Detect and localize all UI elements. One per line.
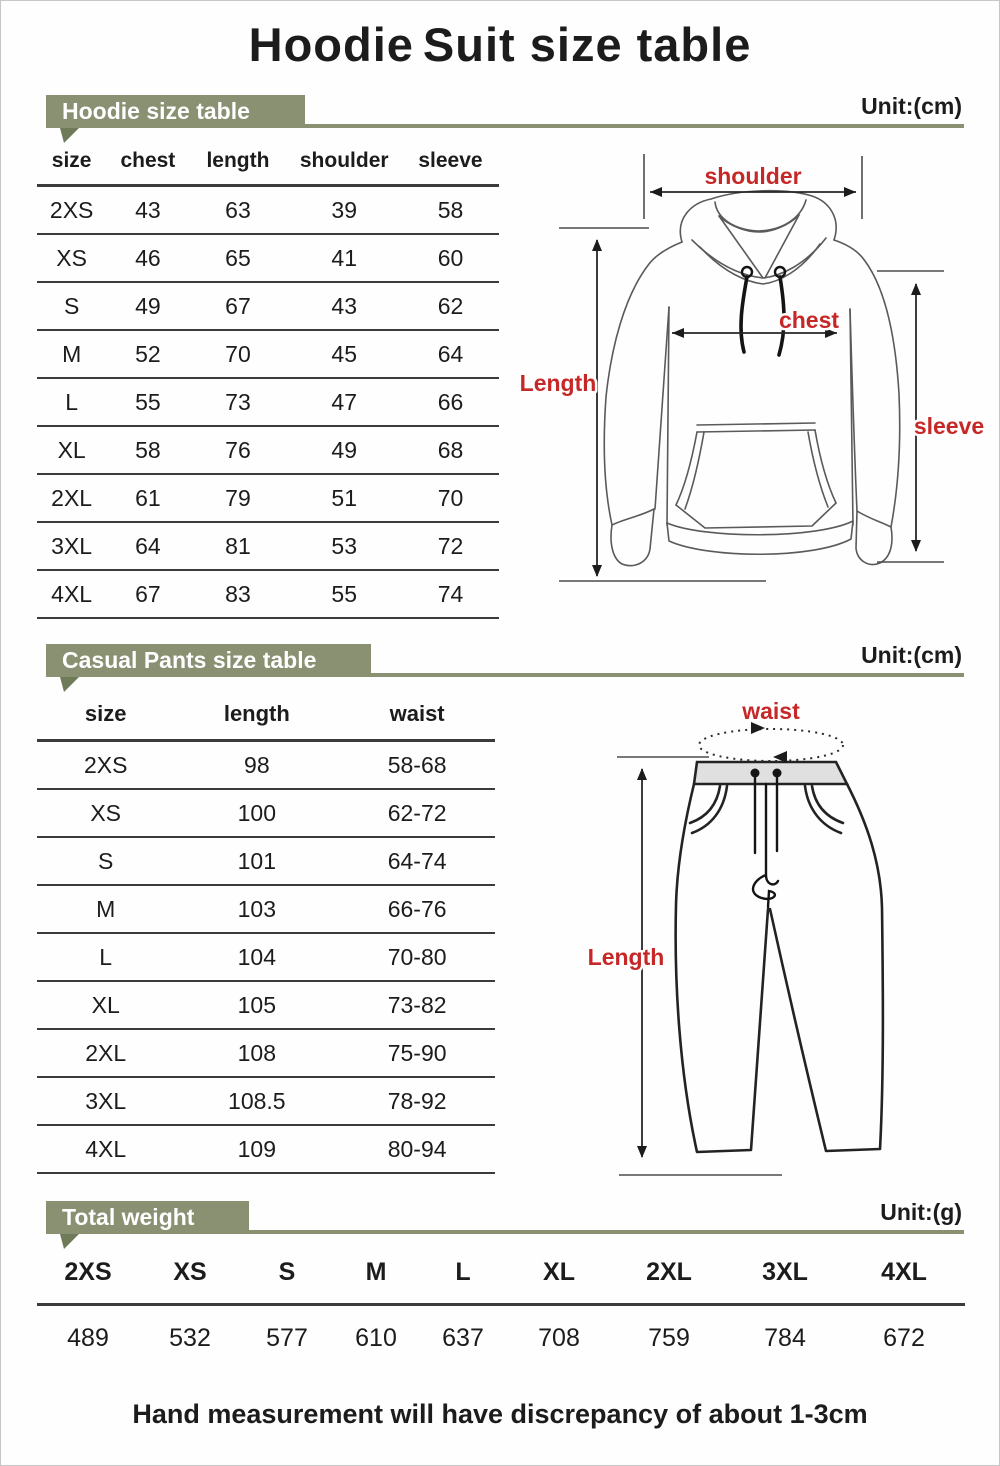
size-cell: 3XL	[37, 1077, 174, 1125]
cell: 100	[174, 789, 339, 837]
cell: 47	[286, 378, 402, 426]
pants-table-header-row	[37, 695, 495, 741]
size-cell: XS	[37, 234, 106, 282]
cell: 43	[286, 282, 402, 330]
cell: 49	[106, 282, 189, 330]
cell: 104	[174, 933, 339, 981]
waist-ellipse	[699, 729, 843, 761]
weight-col-header: 3XL	[727, 1254, 843, 1305]
table-row	[37, 789, 495, 837]
body-sides	[667, 307, 853, 525]
cell: 73-82	[339, 981, 495, 1029]
total-weight-table	[37, 1254, 965, 1353]
arrowhead	[637, 768, 647, 780]
weight-col-header: 2XL	[611, 1254, 727, 1305]
pants-col-header: size	[37, 695, 174, 741]
hoodie-col-header: size	[37, 143, 106, 186]
pants-section-tab: Casual Pants size table	[46, 644, 371, 677]
table-row	[37, 330, 499, 378]
right-pocket	[805, 786, 843, 833]
cell: 58-68	[339, 741, 495, 790]
measurement-disclaimer: Hand measurement will have discrepancy of about 1-3cm	[132, 1399, 868, 1429]
cell: 58	[402, 186, 499, 235]
cell: 101	[174, 837, 339, 885]
right-sleeve-outer	[834, 240, 900, 527]
weight-cell: 577	[266, 1324, 308, 1352]
pocket-right-edge	[808, 430, 836, 507]
cell: 62	[402, 282, 499, 330]
center-drawstring	[753, 784, 778, 907]
size-cell: S	[37, 282, 106, 330]
size-cell: 4XL	[37, 570, 106, 618]
cell: 80-94	[339, 1125, 495, 1173]
hoodie-tab-tail	[60, 128, 79, 143]
cell: 73	[189, 378, 286, 426]
size-cell: M	[37, 885, 174, 933]
size-cell: XL	[37, 426, 106, 474]
arrowhead	[911, 283, 921, 295]
size-cell: 4XL	[37, 1125, 174, 1173]
pants-outline	[676, 784, 883, 1152]
left-drawcord	[741, 277, 747, 352]
cell: 74	[402, 570, 499, 618]
cell: 62-72	[339, 789, 495, 837]
page-title-part2: Suit size table	[422, 18, 752, 71]
left-eyelet	[751, 769, 760, 778]
table-row	[37, 474, 499, 522]
pants-size-table	[37, 695, 495, 1174]
size-cell: XL	[37, 981, 174, 1029]
size-cell: S	[37, 837, 174, 885]
cell: 46	[106, 234, 189, 282]
weight-tab-tail	[60, 1234, 79, 1249]
cell: 109	[174, 1125, 339, 1173]
cell: 55	[106, 378, 189, 426]
size-cell: L	[37, 933, 174, 981]
chest-label: chest	[778, 307, 840, 333]
arrowhead	[911, 540, 921, 552]
table-row	[37, 234, 499, 282]
length-label: Length	[519, 370, 597, 396]
weight-section-tab: Total weight	[46, 1201, 249, 1234]
table-row	[37, 1077, 495, 1125]
cell: 55	[286, 570, 402, 618]
weight-cell: 532	[169, 1324, 211, 1352]
cell: 58	[106, 426, 189, 474]
weight-cell: 759	[648, 1324, 690, 1352]
cell: 39	[286, 186, 402, 235]
pants-tab-tail	[60, 677, 79, 692]
size-cell: 2XS	[37, 186, 106, 235]
cell: 52	[106, 330, 189, 378]
cell: 65	[189, 234, 286, 282]
sleeve-label: sleeve	[913, 413, 985, 439]
weight-cell: 784	[764, 1324, 806, 1352]
hoodie-table-header-row	[37, 143, 499, 186]
page-title	[1, 17, 999, 72]
pants-unit-label: Unit:(cm)	[861, 642, 962, 668]
cell: 63	[189, 186, 286, 235]
pants-section-header	[46, 644, 964, 692]
cell: 64	[402, 330, 499, 378]
weight-cell: 489	[67, 1324, 109, 1352]
weight-unit-label: Unit:(g)	[880, 1199, 962, 1225]
cell: 68	[402, 426, 499, 474]
arrowhead	[672, 328, 684, 338]
weight-header-row	[37, 1254, 965, 1305]
table-row	[37, 378, 499, 426]
size-cell: 2XS	[37, 741, 174, 790]
cell: 78-92	[339, 1077, 495, 1125]
cell: 60	[402, 234, 499, 282]
cell: 103	[174, 885, 339, 933]
weight-col-header: 4XL	[843, 1254, 965, 1305]
hoodie-col-header: length	[189, 143, 286, 186]
cell: 79	[189, 474, 286, 522]
cell: 108.5	[174, 1077, 339, 1125]
cell: 70	[189, 330, 286, 378]
table-row	[37, 933, 495, 981]
pants-col-header: waist	[339, 695, 495, 741]
pants-col-header: length	[174, 695, 339, 741]
cell: 53	[286, 522, 402, 570]
hoodie-unit-label: Unit:(cm)	[861, 93, 962, 119]
weight-col-header: XL	[507, 1254, 611, 1305]
weight-col-header: XS	[139, 1254, 241, 1305]
cell: 70-80	[339, 933, 495, 981]
cell: 105	[174, 981, 339, 1029]
hem-top	[667, 521, 853, 535]
cell: 64-74	[339, 837, 495, 885]
weight-cell: 637	[442, 1324, 484, 1352]
table-row	[37, 1125, 495, 1173]
table-row	[37, 186, 499, 235]
right-eyelet	[773, 769, 782, 778]
size-cell: 2XL	[37, 474, 106, 522]
cell: 70	[402, 474, 499, 522]
cell: 51	[286, 474, 402, 522]
left-pocket	[690, 786, 727, 833]
cell: 45	[286, 330, 402, 378]
weight-cell: 708	[538, 1324, 580, 1352]
waistband	[694, 762, 847, 784]
cell: 72	[402, 522, 499, 570]
page-title-part1: Hoodie	[248, 18, 414, 71]
table-row	[37, 981, 495, 1029]
left-cuff	[611, 509, 654, 566]
cell: 81	[189, 522, 286, 570]
table-row	[37, 570, 499, 618]
cell: 67	[106, 570, 189, 618]
cell: 43	[106, 186, 189, 235]
cell: 41	[286, 234, 402, 282]
pocket-top	[697, 423, 815, 432]
weight-section-header	[46, 1201, 964, 1249]
arrowhead	[592, 239, 602, 251]
cell: 98	[174, 741, 339, 790]
table-row	[37, 837, 495, 885]
weight-cell: 672	[883, 1324, 925, 1352]
cell: 66	[402, 378, 499, 426]
hoodie-col-header: shoulder	[286, 143, 402, 186]
cell: 66-76	[339, 885, 495, 933]
arrowhead	[844, 187, 856, 197]
length-label: Length	[587, 944, 665, 970]
weight-col-header: S	[241, 1254, 333, 1305]
hoodie-col-header: sleeve	[402, 143, 499, 186]
weight-values-row	[37, 1305, 965, 1354]
size-cell: 2XL	[37, 1029, 174, 1077]
pocket-left-edge	[676, 432, 704, 509]
arrowhead	[637, 1146, 647, 1158]
waist-label: waist	[742, 698, 800, 724]
size-cell: M	[37, 330, 106, 378]
cell: 67	[189, 282, 286, 330]
cell: 64	[106, 522, 189, 570]
size-cell: L	[37, 378, 106, 426]
shoulder-label: shoulder	[704, 163, 802, 189]
hoodie-size-table	[37, 143, 499, 619]
pocket-bottom	[676, 503, 836, 528]
weight-col-header: L	[419, 1254, 507, 1305]
hem-band	[667, 521, 853, 554]
pants-measurement-diagram	[579, 695, 999, 1185]
table-row	[37, 1029, 495, 1077]
left-sleeve-outer	[604, 242, 682, 525]
size-cell: XS	[37, 789, 174, 837]
table-row	[37, 885, 495, 933]
cell: 83	[189, 570, 286, 618]
cell: 76	[189, 426, 286, 474]
weight-col-header: M	[333, 1254, 419, 1305]
hood-outline	[680, 191, 836, 242]
weight-cell: 610	[355, 1324, 397, 1352]
hoodie-section-header	[46, 95, 964, 143]
hoodie-measurement-diagram	[519, 139, 999, 619]
size-cell: 3XL	[37, 522, 106, 570]
arrowhead	[650, 187, 662, 197]
cell: 49	[286, 426, 402, 474]
table-row	[37, 426, 499, 474]
cell: 75-90	[339, 1029, 495, 1077]
hoodie-col-header: chest	[106, 143, 189, 186]
table-row	[37, 522, 499, 570]
right-cuff	[856, 511, 892, 565]
hoodie-section-tab: Hoodie size table	[46, 95, 305, 128]
arrowhead	[592, 565, 602, 577]
cell: 108	[174, 1029, 339, 1077]
weight-col-header: 2XS	[37, 1254, 139, 1305]
table-row	[37, 741, 495, 790]
cell: 61	[106, 474, 189, 522]
table-row	[37, 282, 499, 330]
